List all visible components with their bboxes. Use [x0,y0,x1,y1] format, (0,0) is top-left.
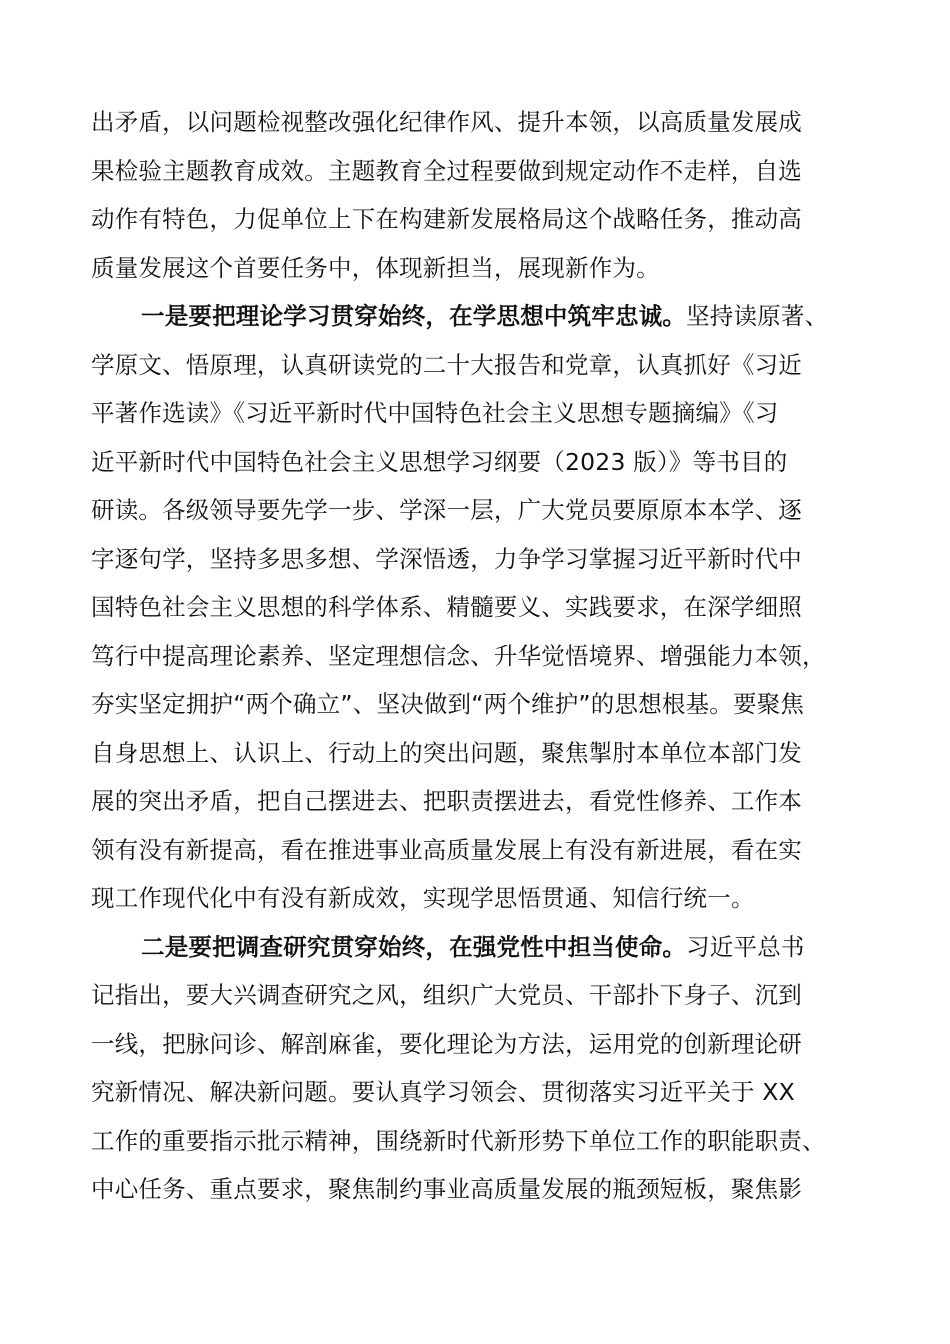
text-line: 笃行中提高理论素养、坚定理想信念、升华觉悟境界、增强能力本领， [91,641,826,670]
text-line: 国特色社会主义思想的科学体系、精髓要义、实践要求，在深学细照 [91,593,802,621]
text-line: 质量发展这个首要任务中，体现新担当，展现新作为。 [91,253,660,282]
text-line: 中心任务、重点要求，聚焦制约事业高质量发展的瓶颈短板，聚焦影 [91,1175,802,1203]
section-heading-2-continuation: 习近平总书 [686,932,805,961]
text-line: 研读。各级领导要先学一步、学深一层，广大党员要原原本本学、逐 [91,496,802,524]
section-heading-line [91,923,891,972]
text-line: 字逐句学，坚持多思多想、学深悟透，力争学习掌握习近平新时代中 [91,544,802,573]
document-body [91,98,891,1214]
text-line: 现工作现代化中有没有新成效，实现学思悟贯通、知信行统一。 [91,884,755,912]
text-line: 究新情况、解决新问题。要认真学习领会、贯彻落实习近平关于 XX [91,1078,795,1106]
text-line: 学原文、悟原理，认真研读党的二十大报告和党章，认真抓好《习近 [91,350,802,379]
text-line: 领有没有新提高，看在推进事业高质量发展上有没有新进展，看在实 [91,835,802,864]
text-line: 记指出，要大兴调查研究之风，组织广大党员、干部扑下身子、沉到 [91,981,802,1009]
text-line: 出矛盾，以问题检视整改强化纪律作风、提升本领，以高质量发展成 [91,108,802,136]
text-line: 展的突出矛盾，把自己摆进去、把职责摆进去，看党性修养、工作本 [91,787,802,815]
text-line: 平著作选读》《习近平新时代中国特色社会主义思想专题摘编》《习 [91,399,779,427]
text-line: 夯实坚定拥护“两个确立”、坚决做到“两个维护”的思想根基。要聚焦 [91,690,805,718]
section-heading-2: 二是要把调查研究贯穿始终，在强党性中担当使命。 [141,932,687,961]
text-line: 工作的重要指示批示精神，围绕新时代新形势下单位工作的职能职责、 [91,1126,826,1155]
text-line: 果检验主题教育成效。主题教育全过程要做到规定动作不走样，自选 [91,156,802,185]
section-heading-1-continuation: 坚持读原著、 [686,302,829,330]
section-heading-line [91,292,891,341]
text-line: 一线，把脉问诊、解剖麻雀，要化理论为方法，运用党的创新理论研 [91,1029,802,1058]
text-line: 自身思想上、认识上、行动上的突出问题，聚焦掣肘本单位本部门发 [91,738,802,767]
text-line: 近平新时代中国特色社会主义思想学习纲要（2023 版）》等书目的 [91,447,788,476]
section-heading-1: 一是要把理论学习贯穿始终，在学思想中筑牢忠诚。 [141,302,687,330]
text-line: 动作有特色，力促单位上下在构建新发展格局这个战略任务，推动高 [91,205,802,233]
